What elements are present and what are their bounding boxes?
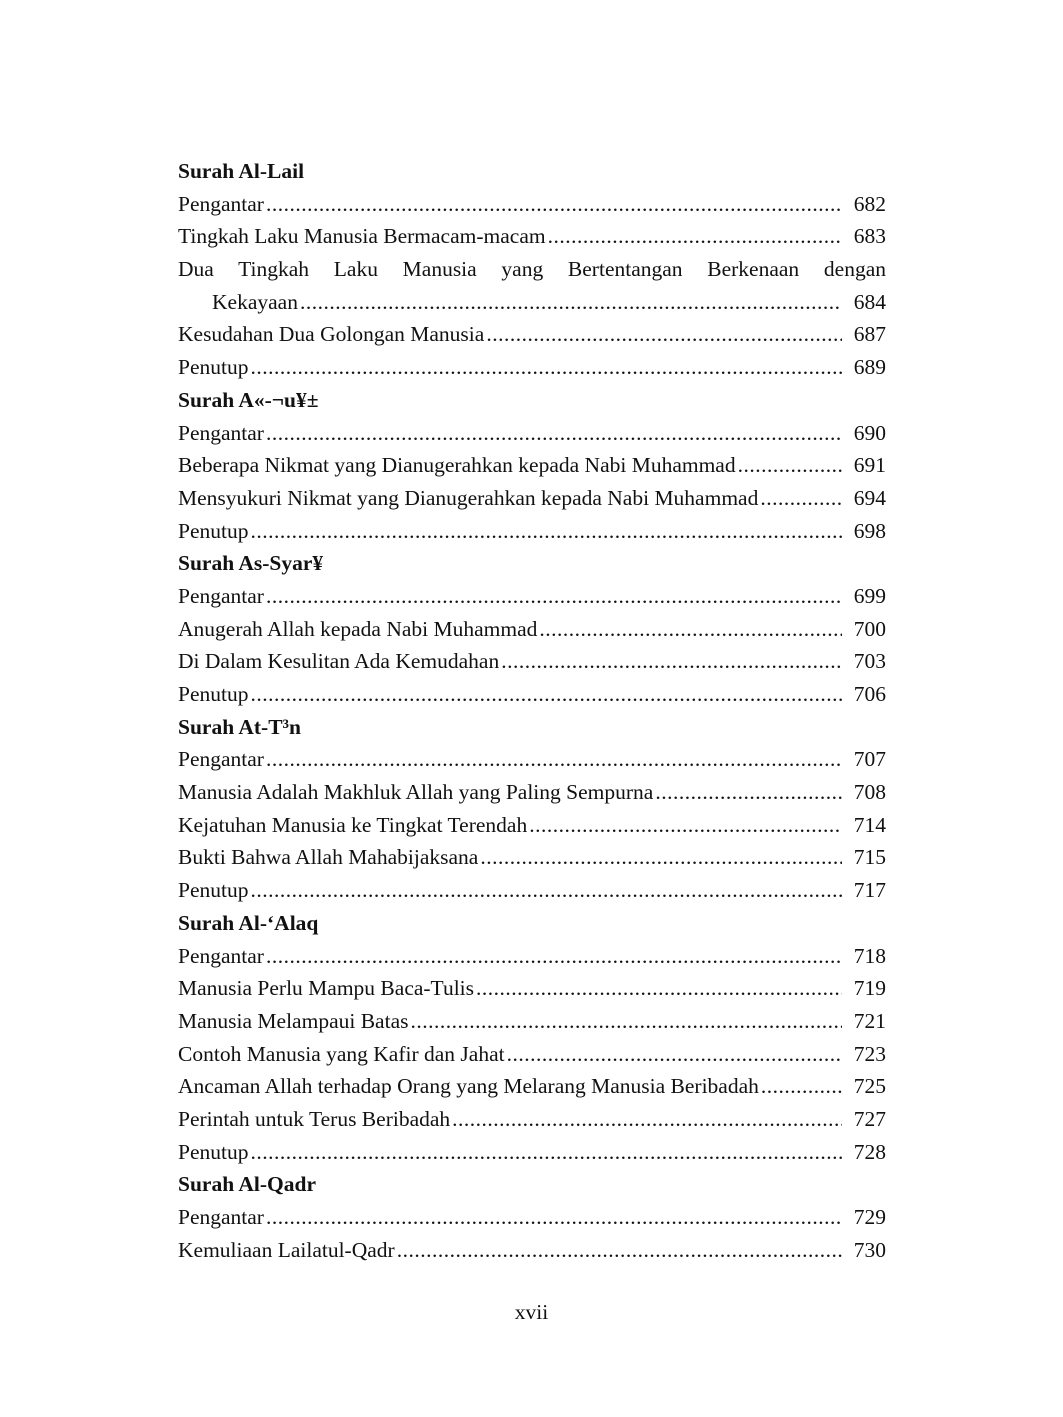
section-title: Surah Al-Qadr — [178, 1172, 316, 1197]
entry-label: Manusia Perlu Mampu Baca-Tulis — [178, 976, 475, 1001]
dot-leader — [250, 874, 842, 907]
dot-leader — [266, 940, 842, 973]
dot-leader — [529, 809, 842, 842]
dot-leader — [476, 972, 842, 1005]
entry-page: 714 — [853, 812, 886, 837]
entry-page: 689 — [853, 355, 886, 380]
entry-page: 717 — [853, 878, 886, 903]
entry-page: 684 — [853, 289, 886, 314]
entry-page: 694 — [853, 485, 886, 510]
toc-entry[interactable] — [178, 841, 886, 874]
entry-label: Ancaman Allah terhadap Orang yang Melarang Manusia Beribadah — [178, 1074, 759, 1099]
toc-entry[interactable] — [178, 1070, 886, 1103]
entry-label: Perintah untuk Terus Beribadah — [178, 1106, 451, 1131]
entry-label: Kekayaan — [212, 289, 298, 314]
entry-page: 727 — [853, 1106, 886, 1131]
entry-page: 683 — [853, 224, 886, 249]
entry-page: 719 — [853, 976, 886, 1001]
dot-leader — [266, 188, 842, 221]
dot-leader — [266, 1201, 842, 1234]
toc-entry[interactable] — [178, 188, 886, 221]
entry-page: 698 — [853, 518, 886, 543]
entry-label: Contoh Manusia yang Kafir dan Jahat — [178, 1041, 505, 1066]
entry-label: Tingkah Laku Manusia Bermacam-macam — [178, 224, 546, 249]
toc-entry[interactable] — [178, 449, 886, 482]
entry-label: Anugerah Allah kepada Nabi Muhammad — [178, 616, 538, 641]
toc-entry[interactable] — [178, 417, 886, 450]
dot-leader — [480, 841, 842, 874]
dot-leader — [410, 1005, 842, 1038]
toc-entry[interactable] — [178, 940, 886, 973]
entry-page: 728 — [853, 1139, 886, 1164]
entry-label: Penutup — [178, 355, 249, 380]
dot-leader — [300, 286, 842, 319]
dot-leader — [250, 351, 842, 384]
toc-entry[interactable] — [178, 1136, 886, 1169]
toc-entry[interactable] — [178, 318, 886, 351]
entry-label: Dua Tingkah Laku Manusia yang Bertentangan Berkenaan dengan — [178, 257, 886, 282]
toc-entry[interactable] — [178, 678, 886, 711]
toc-entry[interactable] — [178, 1201, 886, 1234]
entry-page: 700 — [853, 616, 886, 641]
dot-leader — [655, 776, 842, 809]
entry-page: 682 — [853, 191, 886, 216]
entry-page: 729 — [853, 1205, 886, 1229]
entry-page: 715 — [853, 845, 886, 870]
toc-entry[interactable] — [178, 776, 886, 809]
entry-label: Pengantar — [178, 420, 264, 445]
entry-page: 706 — [853, 682, 886, 706]
toc-entry[interactable] — [178, 809, 886, 842]
section-title: Surah Al-Lail — [178, 159, 305, 183]
dot-leader — [507, 1038, 842, 1071]
entry-label: Beberapa Nikmat yang Dianugerahkan kepada Nabi Muhammad — [178, 453, 736, 478]
toc-entry[interactable] — [178, 1103, 886, 1136]
page-number: xvii — [514, 1300, 549, 1324]
entry-label: Pengantar — [178, 943, 264, 968]
entry-label: Penutup — [178, 682, 249, 706]
toc-entry[interactable] — [178, 743, 886, 776]
toc-entry-line1[interactable] — [178, 253, 886, 286]
dot-leader — [501, 645, 842, 678]
entry-label: Di Dalam Kesulitan Ada Kemudahan — [178, 649, 500, 674]
entry-page: 690 — [853, 420, 886, 445]
entry-label: Penutup — [178, 518, 249, 543]
dot-leader — [250, 1136, 842, 1169]
toc-entry[interactable] — [178, 1038, 886, 1071]
toc-entry[interactable] — [178, 351, 886, 384]
entry-page: 699 — [853, 583, 886, 608]
entry-label: Bukti Bahwa Allah Mahabijaksana — [178, 845, 479, 870]
dot-leader — [397, 1234, 842, 1267]
dot-leader — [548, 220, 842, 253]
toc-entry-line2[interactable] — [178, 286, 886, 319]
toc-entry[interactable] — [178, 613, 886, 646]
dot-leader — [760, 482, 842, 515]
toc-entry[interactable] — [178, 482, 886, 515]
toc-entry[interactable] — [178, 220, 886, 253]
toc-entry[interactable] — [178, 1005, 886, 1038]
dot-leader — [539, 613, 842, 646]
entry-page: 708 — [853, 780, 886, 805]
dot-leader — [250, 515, 842, 548]
entry-label: Pengantar — [178, 1205, 264, 1229]
entry-page: 723 — [853, 1041, 886, 1066]
section-title: Surah As-Syar¥ — [178, 551, 324, 576]
table-of-contents — [178, 155, 886, 1266]
entry-page: 721 — [853, 1008, 886, 1033]
dot-leader — [250, 678, 842, 711]
entry-page: 730 — [853, 1237, 886, 1262]
dot-leader — [738, 449, 842, 482]
entry-label: Mensyukuri Nikmat yang Dianugerahkan kepada Nabi Muhammad — [178, 485, 759, 510]
entry-page: 707 — [853, 747, 886, 772]
dot-leader — [452, 1103, 842, 1136]
toc-entry[interactable] — [178, 515, 886, 548]
entry-label: Penutup — [178, 1139, 249, 1164]
entry-label: Penutup — [178, 878, 249, 903]
entry-label: Pengantar — [178, 747, 264, 772]
dot-leader — [486, 318, 842, 351]
section-title: Surah Al-‘Alaq — [178, 910, 319, 935]
entry-label: Manusia Adalah Makhluk Allah yang Paling Sempurna — [178, 780, 654, 805]
entry-page: 687 — [853, 322, 886, 347]
dot-leader — [761, 1070, 842, 1103]
entry-label: Pengantar — [178, 583, 264, 608]
entry-label: Kemuliaan Lailatul-Qadr — [178, 1237, 395, 1262]
toc-entry[interactable] — [178, 580, 886, 613]
toc-entry[interactable] — [178, 972, 886, 1005]
entry-page: 718 — [853, 943, 886, 968]
dot-leader — [266, 580, 842, 613]
entry-page: 703 — [853, 649, 886, 674]
section-title: Surah At-T³n — [178, 714, 301, 739]
entry-page: 691 — [853, 453, 886, 478]
toc-entry[interactable] — [178, 874, 886, 907]
entry-label: Pengantar — [178, 191, 264, 216]
dot-leader — [266, 743, 842, 776]
entry-label: Kejatuhan Manusia ke Tingkat Terendah — [178, 812, 528, 837]
section-title: Surah A«-¬u¥± — [178, 387, 319, 412]
entry-label: Kesudahan Dua Golongan Manusia — [178, 322, 485, 347]
entry-label: Manusia Melampaui Batas — [178, 1008, 409, 1033]
toc-entry[interactable] — [178, 645, 886, 678]
dot-leader — [266, 417, 842, 450]
entry-page: 725 — [853, 1074, 886, 1099]
toc-entry[interactable] — [178, 1234, 886, 1267]
